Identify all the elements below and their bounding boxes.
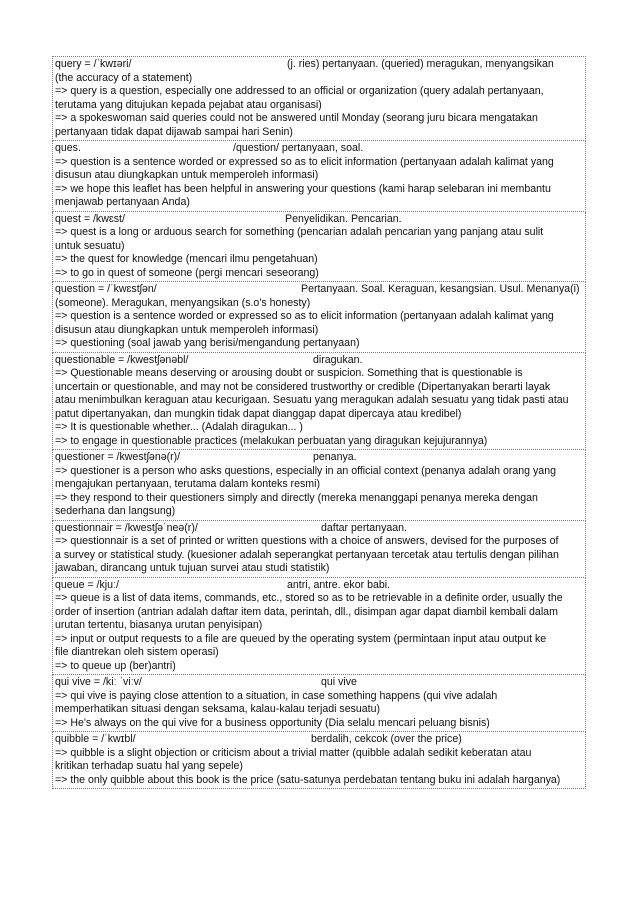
entry-meaning: qui vive — [321, 676, 357, 688]
entry-text-line: memperhatikan situasi dengan seksama, kalau-kalau terjadi sesuatu) — [55, 703, 381, 715]
entry-term: query = /ˈkwɪəri/ — [55, 58, 132, 70]
entry-meaning: Pertanyaan. Soal. Keraguan, kesangsian. Usul. Menanya(i) — [301, 283, 580, 295]
dictionary-entry — [52, 212, 586, 283]
entry-headline — [55, 354, 583, 368]
entry-text-line: atau menimbulkan keraguan atau kecurigaan. Sesuatu yang meragukan adalah sesuatu yang tidak pasti atau — [55, 394, 569, 406]
entry-headline — [55, 522, 583, 536]
entry-text-line: => It is questionable whether... (Adalah diragukan... ) — [55, 421, 303, 433]
dictionary-entry — [52, 141, 586, 212]
dictionary-entry — [52, 521, 586, 578]
entry-text-line: mengajukan pertanyaan, terutama dalam konteks resmi) — [55, 478, 320, 490]
entry-text-line: => we hope this leaflet has been helpful in answering your questions (kami harap selebaran ini membantu — [55, 182, 551, 195]
entry-term: qui vive = /kiː ˈviːv/ — [55, 676, 142, 688]
entry-meaning: berdalih, cekcok (over the price) — [311, 733, 462, 745]
entry-text-line: => the only quibble about this book is the price (satu-satunya perdebatan tentang buku ini adalah harganya) — [55, 773, 561, 786]
entry-text-line: => query is a question, especially one addressed to an official or organization (query adalah pertanyaan, — [55, 85, 544, 97]
entry-text-line: file diantrekan oleh sistem operasi) — [55, 646, 219, 658]
entry-term: ques. — [55, 142, 81, 154]
entry-meaning: /question/ pertanyaan, soal. — [233, 142, 364, 154]
entry-term: queue = /kjuː/ — [55, 578, 119, 591]
entry-text-line: kritikan terhadap suatu hal yang sepele) — [55, 760, 243, 772]
entry-text-line: => quest is a long or arduous search for something (pencarian adalah pencarian yang panjang atau sulit — [55, 226, 544, 238]
entry-text-line: => Questionable means deserving or arousing doubt or suspicion. Something that is questionable is — [55, 367, 523, 379]
entry-text-line: => questionnair is a set of printed or written questions with a choice of answers, devised for the purposes of — [55, 535, 559, 547]
entry-text-line: terutama yang ditujukan kepada pejabat atau organisasi) — [55, 98, 322, 111]
entry-text-line: disusun atau diungkapkan untuk memperoleh informasi) — [55, 323, 319, 336]
entry-text-line: untuk sesuatu) — [55, 239, 125, 252]
entry-text-line: patut dipertanyakan, dan mungkin tidak dapat dianggap dapat dipercaya atau kredibel) — [55, 407, 462, 420]
entry-term: question = /ˈkwɛstʃən/ — [55, 283, 157, 295]
entry-text-line: menjawab pertanyaan Anda) — [55, 196, 190, 208]
entry-headline — [55, 283, 583, 297]
entry-text-line: => to go in quest of someone (pergi mencari seseorang) — [55, 266, 319, 279]
entry-term: quibble = /ˈkwɪbl/ — [55, 733, 136, 745]
entry-text-line: => questioning (soal jawab yang berisi/mengandung pertanyaan) — [55, 337, 360, 349]
entry-term: questioner = /kwestʃənə(r)/ — [55, 451, 181, 463]
entry-term: questionnair = /kwestʃəˈneə(r)/ — [55, 521, 198, 534]
entry-text-line: => questioner is a person who asks questions, especially in an official context (penanya adalah orang yang — [55, 464, 556, 477]
entry-term: questionable = /kwestʃənəbl/ — [55, 353, 189, 366]
entry-meaning: daftar pertanyaan. — [321, 521, 407, 534]
dictionary-page — [52, 56, 586, 789]
entry-headline — [55, 676, 583, 690]
entry-headline — [55, 58, 583, 72]
entry-text-line: (someone). Meragukan, menyangsikan (s.o's honesty) — [55, 296, 311, 309]
entry-term: quest = /kwɛst/ — [55, 212, 125, 225]
entry-text-line: jawaban, dirancang untuk tujuan survei atau studi statistik) — [55, 562, 330, 574]
dictionary-entry — [52, 732, 586, 789]
dictionary-entry — [52, 450, 586, 521]
entry-text-line: => the quest for knowledge (mencari ilmu pengetahuan) — [55, 253, 318, 265]
entry-meaning: penanya. — [313, 451, 357, 463]
entry-text-line: => question is a sentence worded or expressed so as to elicit information (pertanyaan adalah kalimat yang — [55, 310, 554, 322]
entry-meaning: (j. ries) pertanyaan. (queried) meragukan, menyangsikan — [287, 58, 554, 70]
entry-text-line: pertanyaan tidak dapat dijawab sampai hari Senin) — [55, 125, 293, 138]
entry-text-line: uncertain or questionable, and may not be considered trustworthy or credible (Dipertanyakan berarti layak — [55, 380, 551, 393]
entry-text-line: order of insertion (antrian adalah daftar item data, perintah, dll., disimpan agar dapat diambil kembali dalam — [55, 605, 558, 618]
entry-headline — [55, 733, 583, 747]
dictionary-entry — [52, 353, 586, 451]
entry-meaning: diragukan. — [313, 353, 363, 366]
entry-text-line: => question is a sentence worded or expressed so as to elicit information (pertanyaan adalah kalimat yang — [55, 155, 554, 168]
entry-text-line: => queue is a list of data items, commands, etc., stored so as to be retrievable in a definite order, usually the — [55, 592, 563, 604]
entry-headline — [55, 451, 583, 465]
entry-text-line: => quibble is a slight objection or criticism about a trivial matter (quibble adalah sedikit keberatan atau — [55, 746, 532, 759]
entry-headline — [55, 579, 583, 593]
dictionary-entry — [52, 282, 586, 353]
entry-text-line: (the accuracy of a statement) — [55, 71, 193, 84]
entry-headline — [55, 142, 583, 156]
entry-text-line: urutan tertentu, biasanya urutan penyisipan) — [55, 619, 263, 631]
entry-text-line: => He's always on the qui vive for a business opportunity (Dia selalu mencari peluang bisnis) — [55, 716, 490, 729]
entry-text-line: a survey or statistical study. (kuesioner adalah seperangkat pertanyaan tercetak atau tertulis dengan pilihan — [55, 548, 559, 561]
entry-text-line: => qui vive is paying close attention to a situation, in case something happens (qui vive adalah — [55, 689, 498, 702]
entry-text-line: sederhana dan langsung) — [55, 505, 176, 517]
dictionary-entry — [52, 578, 586, 676]
entry-headline — [55, 213, 583, 227]
entry-meaning: Penyelidikan. Pencarian. — [285, 212, 402, 225]
entry-text-line: disusun atau diungkapkan untuk memperoleh informasi) — [55, 169, 319, 181]
entry-meaning: antri, antre. ekor babi. — [287, 578, 391, 591]
dictionary-entry — [52, 56, 586, 141]
entry-text-line: => input or output requests to a file are queued by the operating system (permintaan input atau output ke — [55, 632, 547, 645]
entry-text-line: => to queue up (ber)antri) — [55, 659, 176, 672]
dictionary-entry — [52, 675, 586, 732]
entry-text-line: => to engage in questionable practices (melakukan perbuatan yang diragukan kejujurannya) — [55, 434, 488, 447]
entry-text-line: => a spokeswoman said queries could not be answered until Monday (seorang juru bicara mengatakan — [55, 112, 538, 124]
entry-text-line: => they respond to their questioners simply and directly (mereka menanggapi penanya mereka dengan — [55, 491, 538, 504]
